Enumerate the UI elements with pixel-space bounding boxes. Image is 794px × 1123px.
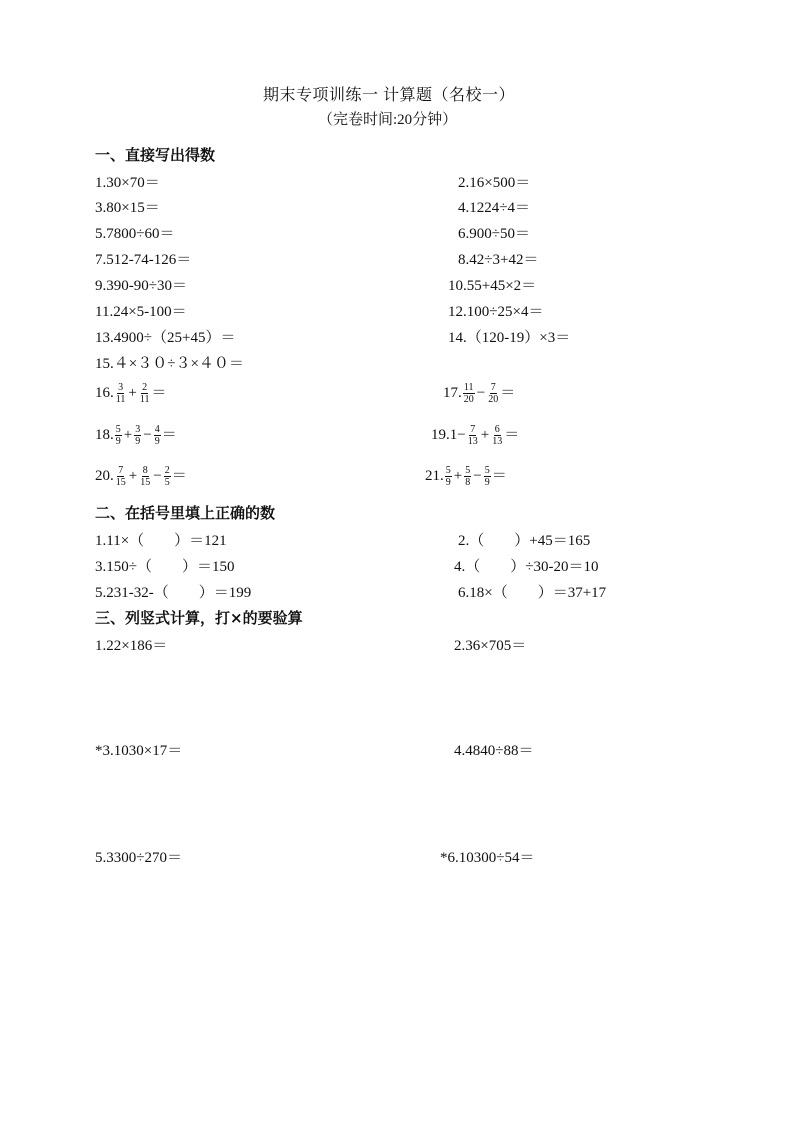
problem-number: 16. — [95, 385, 114, 401]
denominator: 13 — [492, 436, 503, 448]
numerator: 7 — [490, 382, 496, 394]
denominator: 15 — [140, 477, 151, 489]
numerator: 7 — [118, 465, 124, 477]
fill-blank-item: 2.（ ）+45＝165 — [458, 533, 591, 549]
fraction — [445, 465, 452, 488]
denominator: 11 — [139, 394, 150, 406]
fraction — [115, 382, 127, 405]
numerator: 7 — [470, 424, 476, 436]
numerator: 5 — [484, 465, 490, 477]
denominator: 9 — [154, 436, 160, 448]
fill-blank-item: 5.231-32-（ ）＝199 — [95, 585, 252, 601]
fraction — [491, 424, 503, 447]
denominator: 9 — [115, 436, 121, 448]
vertical-calc-item: *6.10300÷54＝ — [440, 850, 535, 866]
numerator: 3 — [118, 382, 124, 394]
problem-item: 9.390-90÷30＝ — [95, 278, 187, 294]
fraction-problem-21 — [425, 464, 507, 488]
operator: − — [153, 468, 162, 484]
operator: − — [473, 468, 482, 484]
operator: − — [143, 427, 152, 443]
denominator: 11 — [115, 394, 126, 406]
numerator: 2 — [142, 382, 148, 394]
numerator: 5 — [465, 465, 471, 477]
problem-item: 7.512-74-126＝ — [95, 252, 192, 268]
numerator: 2 — [164, 465, 170, 477]
operator: − — [476, 385, 486, 401]
numerator: 5 — [115, 424, 121, 436]
equals-sign: ＝ — [491, 468, 507, 484]
fraction — [115, 424, 122, 447]
page-subtitle: （完卷时间:20分钟） — [318, 112, 458, 128]
numerator: 8 — [142, 465, 148, 477]
problem-number: 20. — [95, 468, 114, 484]
equals-sign: ＝ — [504, 427, 520, 443]
problem-number: 21. — [425, 468, 444, 484]
numerator: 11 — [463, 382, 474, 394]
problem-item: 8.42÷3+42＝ — [458, 252, 539, 268]
operator: + — [128, 385, 137, 401]
problem-item: 3.80×15＝ — [95, 200, 160, 216]
fraction-problem-18 — [95, 423, 177, 447]
fraction-problem-17 — [443, 381, 515, 405]
fraction — [164, 465, 171, 488]
fill-blank-item: 6.18×（ ）＝37+17 — [458, 585, 607, 601]
equals-sign: ＝ — [161, 427, 177, 443]
fraction — [464, 465, 471, 488]
equals-sign: ＝ — [171, 468, 187, 484]
denominator: 9 — [484, 477, 490, 489]
vertical-calc-item: 1.22×186＝ — [95, 638, 168, 654]
operator: + — [123, 427, 133, 443]
numerator: 5 — [445, 465, 451, 477]
fill-blank-item: 4.（ ）÷30-20＝10 — [454, 559, 599, 575]
section-heading-3: 三、列竖式计算，打×的要验算 — [95, 609, 303, 627]
section-heading-2: 二、在括号里填上正确的数 — [95, 504, 276, 522]
fraction — [139, 465, 151, 488]
problem-item: 14.（120-19）×3＝ — [448, 330, 571, 346]
problem-item: 13.4900÷（25+45）＝ — [95, 330, 236, 346]
vertical-calc-item: 5.3300÷270＝ — [95, 850, 182, 866]
numerator: 6 — [494, 424, 500, 436]
denominator: 8 — [465, 477, 471, 489]
fraction — [484, 465, 491, 488]
problem-number: 17. — [443, 385, 462, 401]
vertical-calc-item: 2.36×705＝ — [454, 638, 527, 654]
denominator: 15 — [115, 477, 126, 489]
vertical-calc-item: 4.4840÷88＝ — [454, 743, 534, 759]
numerator: 3 — [135, 424, 141, 436]
page-title: 期末专项训练一 计算题（名校一） — [263, 87, 516, 104]
denominator: 13 — [467, 436, 478, 448]
equals-sign: ＝ — [500, 385, 516, 401]
denominator: 9 — [135, 436, 141, 448]
equals-sign: ＝ — [151, 385, 167, 401]
fraction — [487, 382, 499, 405]
fraction — [154, 424, 161, 447]
problem-item: 2.16×500＝ — [458, 175, 531, 191]
vertical-calc-item: *3.1030×17＝ — [95, 743, 183, 759]
fill-blank-item: 1.11×（ ）＝121 — [95, 533, 227, 549]
fraction — [139, 382, 151, 405]
fraction — [467, 424, 479, 447]
problem-item: 5.7800÷60＝ — [95, 226, 175, 242]
fraction-problem-16 — [95, 381, 167, 405]
section-heading-1: 一、直接写出得数 — [95, 146, 216, 164]
numerator: 4 — [154, 424, 160, 436]
fraction — [115, 465, 127, 488]
problem-item: 10.55+45×2＝ — [448, 278, 537, 294]
problem-item: 11.24×5-100＝ — [95, 304, 187, 320]
fraction — [134, 424, 141, 447]
fill-blank-item: 3.150÷（ ）＝150 — [95, 559, 235, 575]
problem-item: 6.900÷50＝ — [458, 226, 530, 242]
problem-item: 4.1224÷4＝ — [458, 200, 530, 216]
denominator: 5 — [164, 477, 170, 489]
fraction — [463, 382, 475, 405]
problem-number: 18. — [95, 427, 114, 443]
denominator: 20 — [488, 394, 499, 406]
problem-number: 19.1− — [431, 427, 466, 443]
denominator: 20 — [463, 394, 474, 406]
fraction-problem-20 — [95, 464, 187, 488]
denominator: 9 — [445, 477, 451, 489]
fraction-problem-19 — [431, 423, 519, 447]
operator: + — [480, 427, 490, 443]
problem-item: 1.30×70＝ — [95, 175, 160, 191]
operator: + — [453, 468, 463, 484]
problem-item: 12.100÷25×4＝ — [448, 304, 544, 320]
operator: + — [128, 468, 138, 484]
problem-item: 15.４×３０÷３×４０＝ — [95, 356, 244, 372]
